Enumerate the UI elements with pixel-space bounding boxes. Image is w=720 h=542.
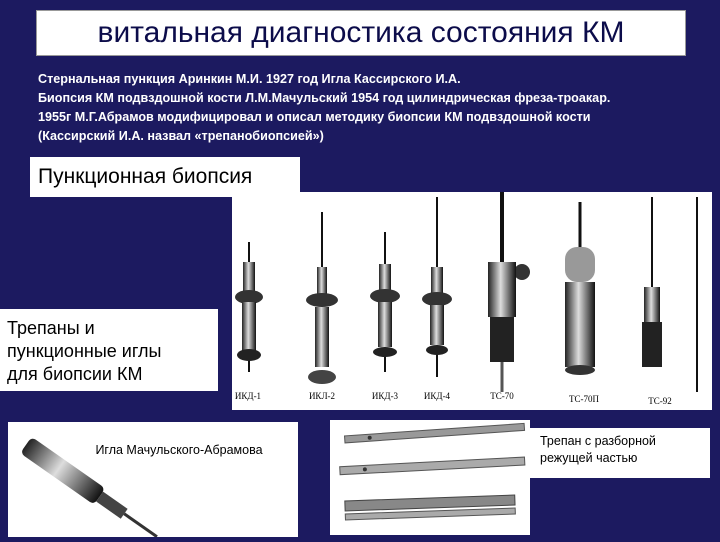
trepan-tc-92-image	[642, 197, 697, 392]
section-label-puncture-biopsy: Пункционная биопсия	[30, 157, 300, 197]
instrument-label: ИКД-3	[371, 391, 399, 401]
caption-machulsky-needle: Игла Мачульского-Абрамова	[70, 438, 288, 462]
caption-trepan	[530, 428, 710, 478]
intro-line: 1955г М.Г.Абрамов модифицировал и описал методику биопсии КМ подвздошной кости	[38, 110, 591, 124]
intro-text	[38, 70, 698, 146]
instruments-photo	[232, 192, 712, 410]
needle-ikd-1-image	[235, 242, 263, 372]
trepans-label-line: для биопсии КМ	[7, 364, 143, 384]
needle-ikd-4-image	[422, 197, 452, 377]
needle-ikl-2-image	[306, 212, 338, 384]
intro-line: (Кассирский И.А. назвал «трепанобиопсией»)	[38, 129, 324, 143]
trepans-label-line: Трепаны и	[7, 318, 95, 338]
trepans-label	[0, 309, 218, 391]
caption-trepan-line: Трепан с разборной	[540, 434, 656, 448]
instrument-label: ИКД-1	[234, 391, 262, 401]
trepan-tc-70p-image	[565, 202, 595, 375]
slide-title: витальная диагностика состояния КМ	[36, 10, 686, 56]
intro-line: Биопсия КМ подвздошной кости Л.М.Мачульский 1954 год цилиндрическая фреза-троакар.	[38, 91, 611, 105]
instrument-label: ТС-70	[490, 391, 514, 401]
instrument-label: ТС-92	[648, 396, 672, 406]
instrument-label: ИКД-4	[423, 391, 451, 401]
caption-trepan-line: режущей частью	[540, 451, 638, 465]
trepans-label-line: пункционные иглы	[7, 341, 162, 361]
needle-ikd-3-image	[370, 232, 400, 372]
instrument-label: ИКЛ-2	[308, 391, 336, 401]
trepan-tc-70-image	[488, 192, 530, 392]
instrument-label: ТС-70П	[569, 394, 599, 404]
intro-line: Стернальная пункция Аринкин М.И. 1927 год Игла Кассирского И.А.	[38, 72, 461, 86]
trepan-parts-photo	[330, 420, 530, 535]
